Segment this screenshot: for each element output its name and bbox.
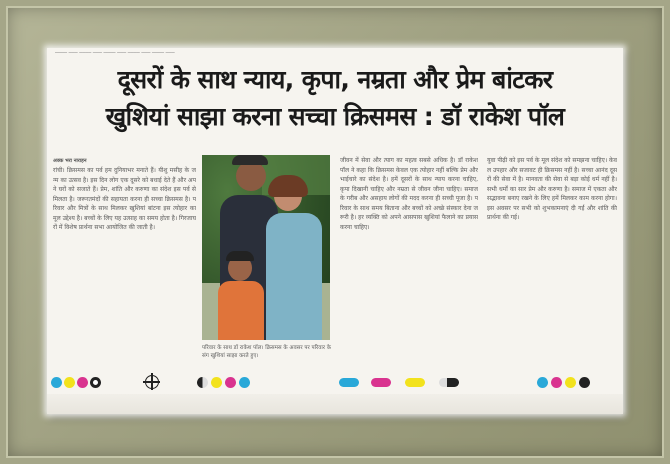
cyan-dot-icon [537, 377, 548, 388]
magenta-dot-icon [225, 377, 236, 388]
page-header-strip: ──── ─── ──── ─── ──── ─── ──── ─── ──── ─── [55, 50, 175, 56]
black-dot-icon [90, 377, 101, 388]
byline: अक्क भरा नाराहन [53, 158, 87, 164]
family-photo [202, 155, 330, 340]
article-column-4: युवा पीढ़ी को इस पर्व के मूल संदेश को समझना चाहिए। केवल उपहार और सजावट ही क्रिसमस नहीं है। सच्चा आनंद दूसरों की सेवा में है। मानवता की सेवा से बड़ा कोई धर्म नहीं है। सभी धर्मों का सार प्रेम और करुणा है। समाज में एकता और सद्भावना बनाए रखने के लिए हमें मिलकर काम करना होगा। इस अवसर पर सभी को शुभकामनाएं दी गईं और शांति की प्रार्थना की गई। [487, 157, 617, 221]
yellow-pill-icon [405, 378, 425, 387]
yellow-dot-icon [565, 377, 576, 388]
article-column-3: जीवन में सेवा और त्याग का महत्व सबसे अधिक है। डॉ राकेश पॉल ने कहा कि क्रिसमस केवल एक त्योहार नहीं बल्कि प्रेम और भाईचारे का संदेश है। हमें दूसरों के साथ न्याय करना चाहिए, कृपा दिखानी चाहिए और नम्रता से जीवन जीना चाहिए। समाज के गरीब और असहाय लोगों की मदद करना ही सच्ची पूजा है। परिवार के साथ समय बिताना और बच्चों को अच्छे संस्कार देना जरूरी है। हर व्यक्ति को अपने आसपास खुशियां फैलाने का प्रयास करना चाहिए। [340, 157, 478, 231]
cyan-dot-icon [51, 377, 62, 388]
photo-caption: परिवार के साथ डॉ राकेश पॉल। क्रिसमस के अवसर पर परिवार के संग खुशियां साझा करते हुए। [202, 345, 331, 359]
half-dot-icon [197, 377, 208, 388]
newspaper-clipping [47, 48, 623, 414]
cyan-dot-icon [239, 377, 250, 388]
magenta-dot-icon [64, 377, 75, 388]
yellow-dot-icon [211, 377, 222, 388]
black-pill-icon [439, 378, 459, 387]
article-column-1: रांची। क्रिसमस का पर्व हम दुनियाभर मनाते हैं। यीशु मसीह के जन्म का उत्सव है। इस दिन लोग एक दूसरे को बधाई देते हैं और अपने घरों को सजाते हैं। प्रेम, शांति और करुणा का संदेश इस पर्व से मिलता है। जरूरतमंदों की सहायता करना ही सच्चा क्रिसमस है। परिवार और मित्रों के साथ मिलकर खुशियां बांटना इस त्योहार का मूल उद्देश्य है। बच्चों के लिए यह उत्साह का समय होता है। गिरजाघरों में विशेष प्रार्थना सभा आयोजित की जाती है। [53, 167, 196, 231]
cyan-pill-icon [339, 378, 359, 387]
black-dot-icon [579, 377, 590, 388]
headline-line-2: खुशियां साझा करना सच्चा क्रिसमस : डॉ राकेश पॉल [105, 102, 565, 131]
man-figure [236, 161, 266, 191]
headline-line-1: दूसरों के साथ न्याय, कृपा, नम्रता और प्रेम बांटकर [117, 65, 553, 94]
paper-bottom-margin [47, 394, 623, 414]
magenta-pill-icon [371, 378, 391, 387]
crosshair-registration-icon [145, 375, 159, 389]
yellow-dot-icon [77, 377, 88, 388]
printer-registration-bar [47, 374, 623, 392]
magenta-dot-icon [551, 377, 562, 388]
